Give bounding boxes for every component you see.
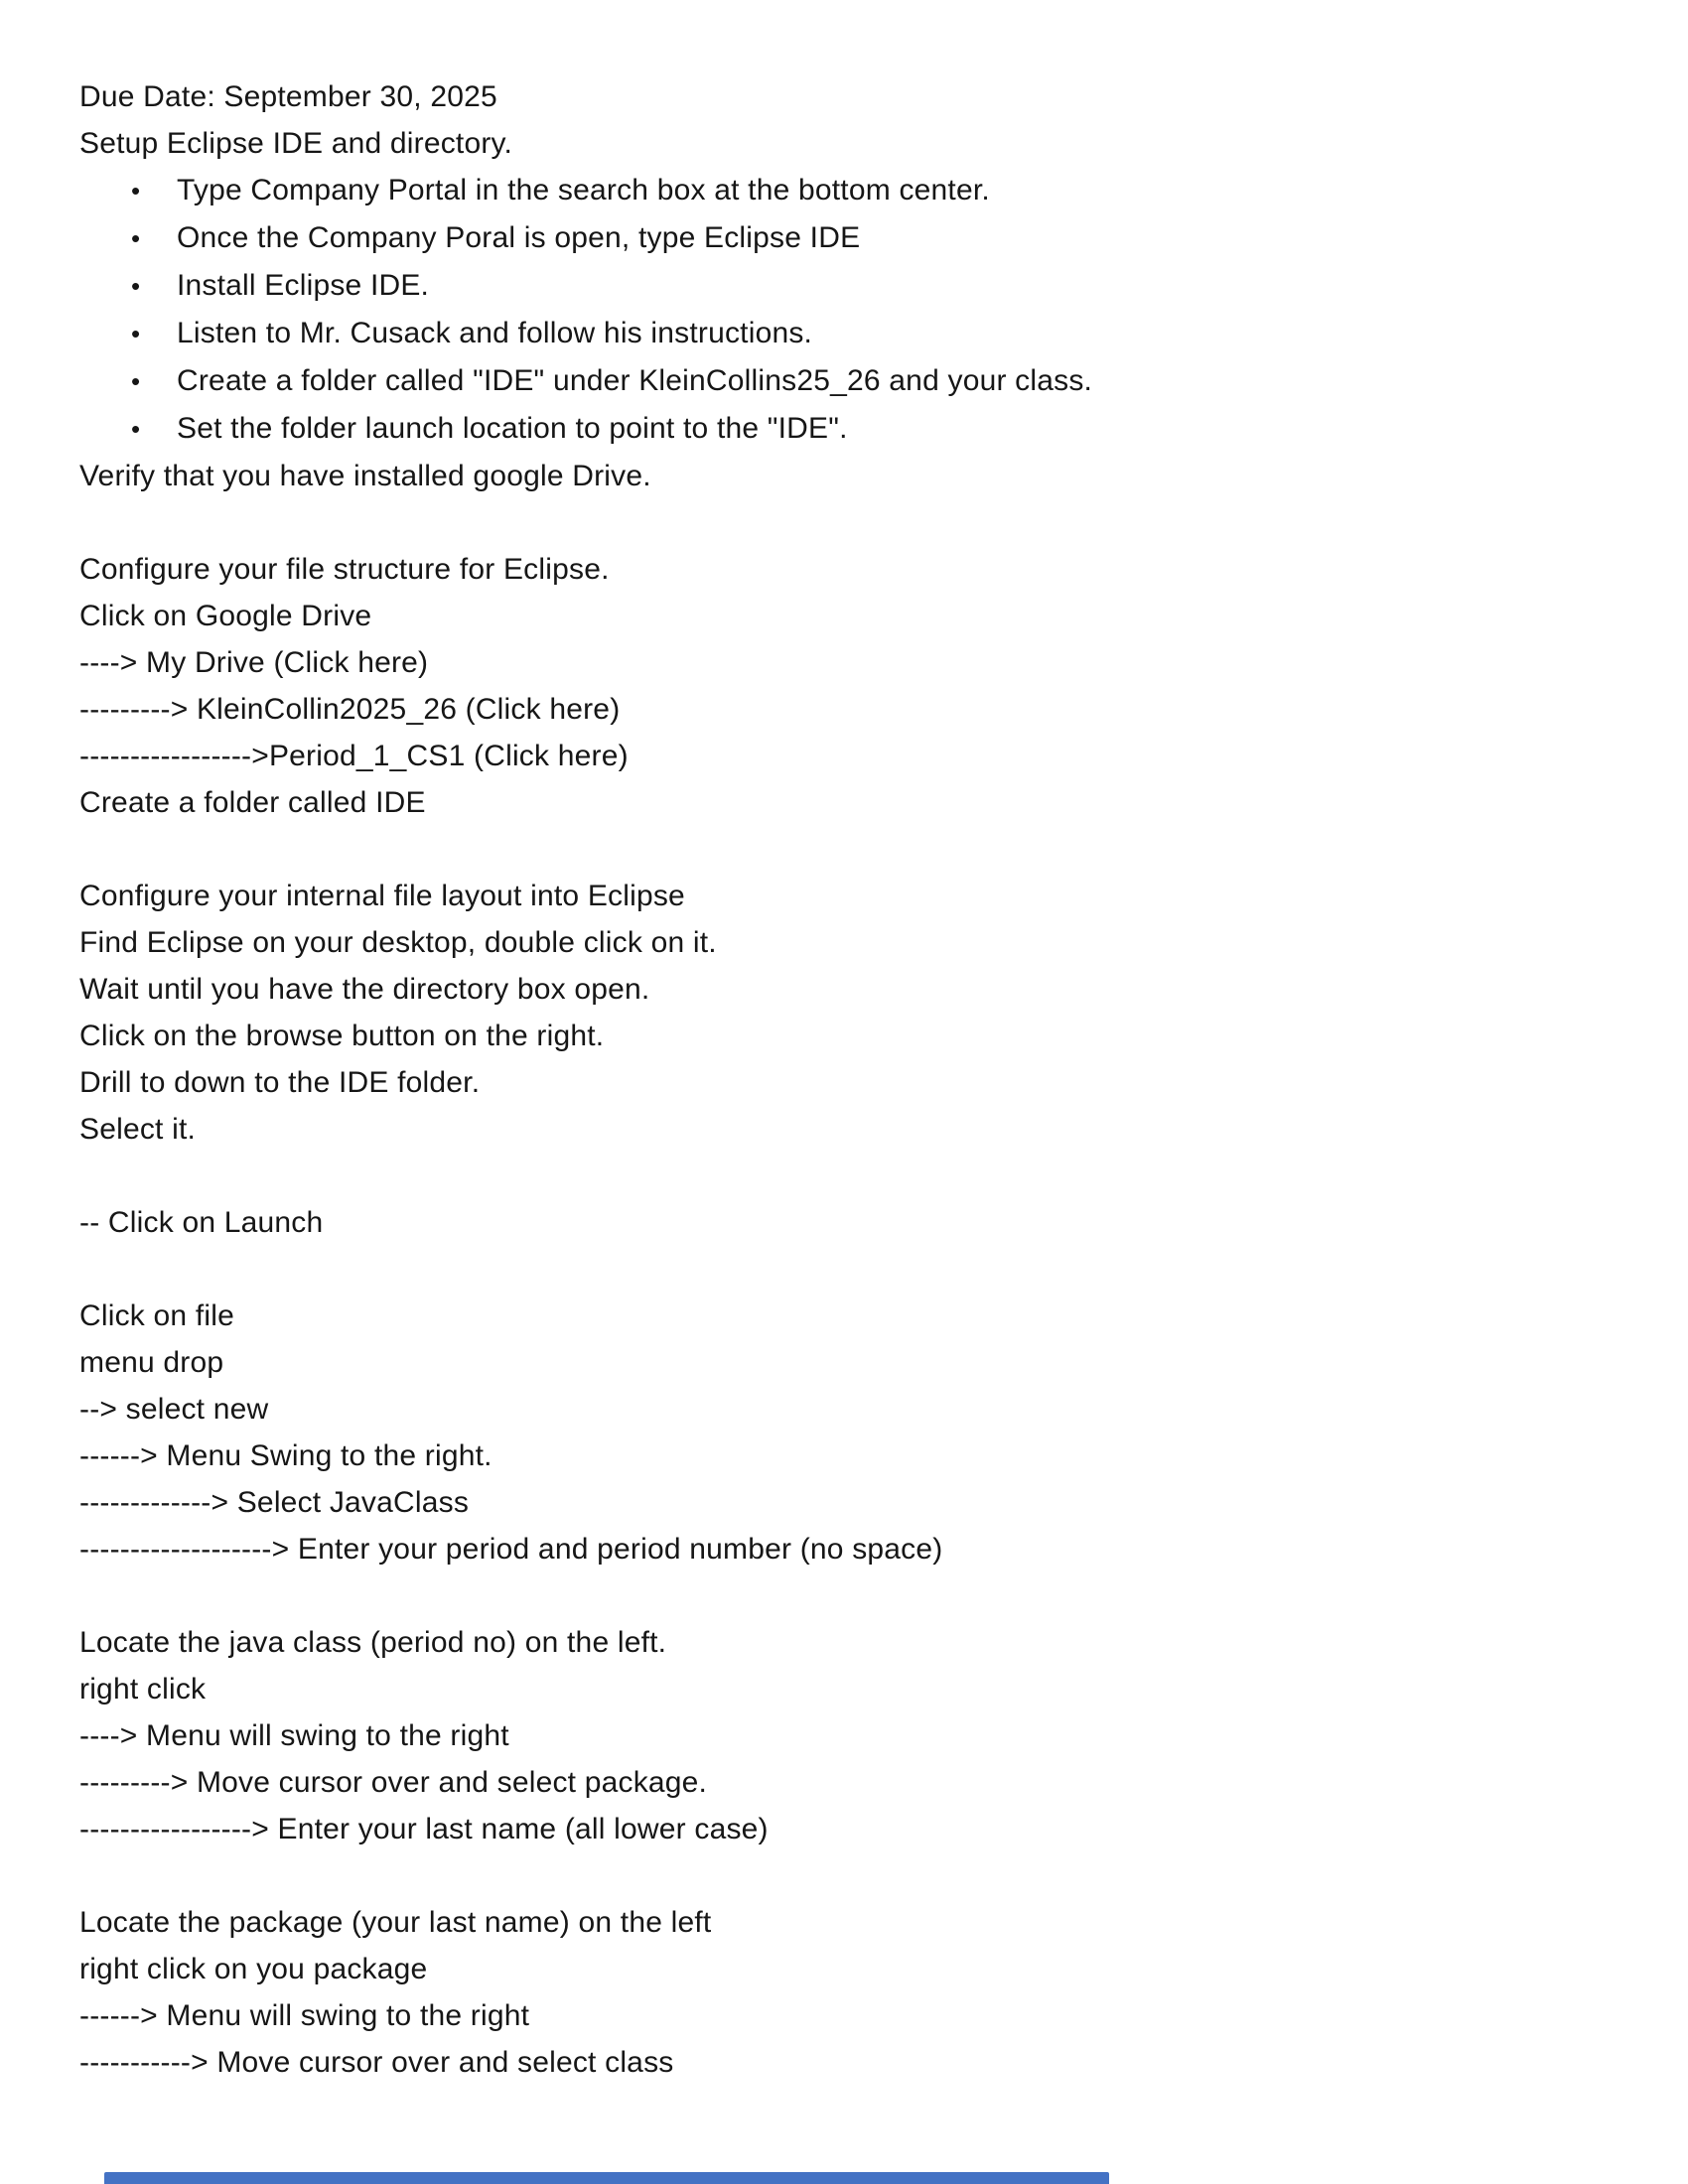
bullet-marker: • — [131, 223, 141, 253]
bullet-text: Listen to Mr. Cusack and follow his instructions. — [177, 317, 813, 349]
text-line: -------------> Select JavaClass — [79, 1486, 470, 1519]
text-line: Find Eclipse on your desktop, double click on it. — [79, 926, 717, 959]
text-line: Drill to down to the IDE folder. — [79, 1066, 481, 1099]
bullet-text: Once the Company Poral is open, type Eclipse IDE — [177, 221, 861, 254]
text-line: right click on you package — [79, 1953, 428, 1985]
bullet-item — [131, 262, 1549, 310]
document-body — [79, 73, 1549, 2086]
text-line: -- Click on Launch — [79, 1206, 324, 1239]
text-line: ---------> Move cursor over and select package. — [79, 1766, 708, 1799]
text-line: Click on the browse button on the right. — [79, 1020, 605, 1052]
text-line: Select it. — [79, 1113, 197, 1146]
bullet-text: Type Company Portal in the search box at the bottom center. — [177, 174, 990, 206]
text-line: ---------> KleinCollin2025_26 (Click here) — [79, 693, 621, 726]
text-line: ----> Menu will swing to the right — [79, 1719, 509, 1752]
text-line: Wait until you have the directory box open. — [79, 973, 650, 1006]
text-line: right click — [79, 1673, 207, 1706]
text-line: menu drop — [79, 1346, 224, 1379]
text-line: Setup Eclipse IDE and directory. — [79, 127, 513, 160]
bottom-accent-bar — [104, 2172, 1109, 2184]
bullet-text: Create a folder called "IDE" under KleinCollins25_26 and your class. — [177, 364, 1093, 397]
text-line: Click on Google Drive — [79, 600, 372, 632]
blank-line — [79, 1852, 1549, 1899]
text-line: Create a folder called IDE — [79, 786, 426, 819]
blank-line — [79, 1153, 1549, 1199]
bullet-marker: • — [131, 366, 141, 396]
text-line: -----------> Move cursor over and select class — [79, 2046, 674, 2079]
bullet-marker: • — [131, 176, 141, 205]
bullet-text: Set the folder launch location to point to the "IDE". — [177, 412, 848, 445]
text-line: Click on file — [79, 1299, 234, 1332]
bullet-item — [131, 357, 1549, 405]
bullet-item — [131, 167, 1549, 214]
bullet-marker: • — [131, 414, 141, 444]
blank-line — [79, 1246, 1549, 1293]
text-line: --> select new — [79, 1393, 269, 1426]
blank-line — [79, 1572, 1549, 1619]
bullet-text: Install Eclipse IDE. — [177, 269, 430, 302]
bullet-item — [131, 310, 1549, 357]
bullet-item — [131, 405, 1549, 453]
text-line: -----------------> Enter your last name (all lower case) — [79, 1813, 769, 1845]
blank-line — [79, 826, 1549, 873]
bullet-marker: • — [131, 319, 141, 348]
blank-line — [79, 499, 1549, 546]
text-line: Locate the package (your last name) on the left — [79, 1906, 712, 1939]
bullet-item — [131, 214, 1549, 262]
text-line: ----> My Drive (Click here) — [79, 646, 429, 679]
text-line: ----------------->Period_1_CS1 (Click here) — [79, 740, 629, 772]
text-line: Configure your internal file layout into Eclipse — [79, 880, 685, 912]
text-line: Due Date: September 30, 2025 — [79, 80, 497, 113]
text-line: Configure your file structure for Eclipse. — [79, 553, 610, 586]
text-line: ------> Menu Swing to the right. — [79, 1439, 492, 1472]
text-line: ------> Menu will swing to the right — [79, 1999, 530, 2032]
text-line: Locate the java class (period no) on the left. — [79, 1626, 667, 1659]
bullet-marker: • — [131, 271, 141, 301]
text-line: -------------------> Enter your period and period number (no space) — [79, 1533, 943, 1566]
text-line: Verify that you have installed google Drive. — [79, 460, 651, 492]
